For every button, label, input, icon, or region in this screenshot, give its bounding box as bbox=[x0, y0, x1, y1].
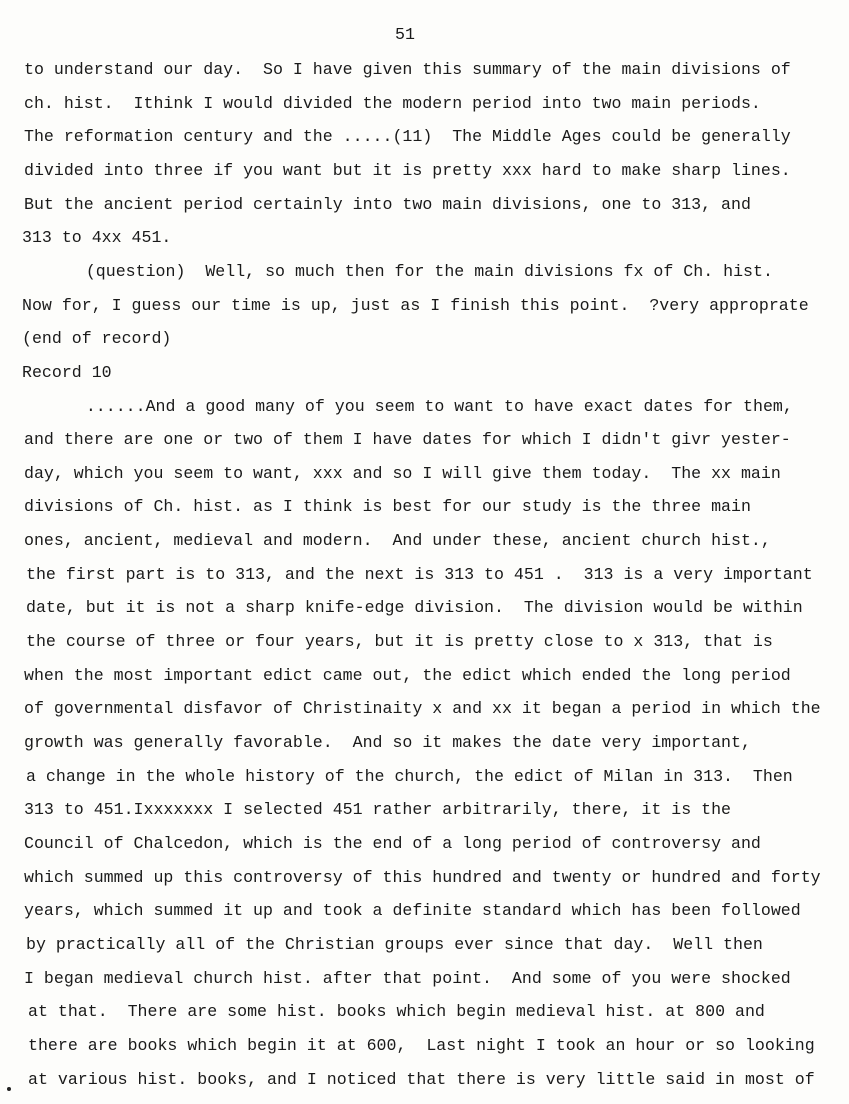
text-line: when the most important edict came out, the edict which ended the long period bbox=[24, 666, 791, 685]
text-line: years, which summed it up and took a definite standard which has been followed bbox=[24, 901, 801, 920]
text-line: (end of record) bbox=[22, 329, 172, 348]
text-line: ones, ancient, medieval and modern. And under these, ancient church hist., bbox=[24, 531, 771, 550]
text-line: 313 to 4xx 451. bbox=[22, 228, 172, 247]
text-line: I began medieval church hist. after that point. And some of you were shocked bbox=[24, 969, 791, 988]
text-line: of governmental disfavor of Christinaity x and xx it began a period in which the bbox=[24, 699, 821, 718]
text-line: and there are one or two of them I have dates for which I didn't givr yester- bbox=[24, 430, 791, 449]
text-line: the first part is to 313, and the next is 313 to 451 . 313 is a very important bbox=[26, 565, 813, 584]
text-line: Council of Chalcedon, which is the end of a long period of controversy and bbox=[24, 834, 761, 853]
text-line: at that. There are some hist. books which begin medieval hist. at 800 and bbox=[28, 1002, 765, 1021]
text-line: day, which you seem to want, xxx and so I will give them today. The xx main bbox=[24, 464, 781, 483]
text-line: at various hist. books, and I noticed that there is very little said in most of bbox=[28, 1070, 815, 1089]
text-line: to understand our day. So I have given this summary of the main divisions of bbox=[24, 60, 791, 79]
text-line: by practically all of the Christian groups ever since that day. Well then bbox=[26, 935, 763, 954]
text-line: which summed up this controversy of this hundred and twenty or hundred and forty bbox=[24, 868, 821, 887]
margin-mark bbox=[7, 1087, 11, 1091]
text-line: ......And a good many of you seem to want to have exact dates for them, bbox=[46, 397, 793, 416]
page-number: 51 bbox=[395, 25, 415, 44]
text-line: But the ancient period certainly into two main divisions, one to 313, and bbox=[24, 195, 751, 214]
text-line: Record 10 bbox=[22, 363, 112, 382]
text-line: (question) Well, so much then for the main divisions fx of Ch. hist. bbox=[46, 262, 773, 281]
text-line: date, but it is not a sharp knife-edge division. The division would be within bbox=[26, 598, 803, 617]
text-line: the course of three or four years, but it is pretty close to x 313, that is bbox=[26, 632, 773, 651]
text-line: a change in the whole history of the church, the edict of Milan in 313. Then bbox=[26, 767, 793, 786]
text-line: 313 to 451.Ixxxxxxx I selected 451 rather arbitrarily, there, it is the bbox=[24, 800, 732, 819]
text-line: divided into three if you want but it is pretty xxx hard to make sharp lines. bbox=[24, 161, 791, 180]
text-line: ch. hist. Ithink I would divided the modern period into two main periods. bbox=[24, 94, 761, 113]
text-line: there are books which begin it at 600, Last night I took an hour or so looking bbox=[28, 1036, 815, 1055]
text-line: Now for, I guess our time is up, just as I finish this point. ?very approprate bbox=[22, 296, 809, 315]
text-line: divisions of Ch. hist. as I think is best for our study is the three main bbox=[24, 497, 751, 516]
text-line: growth was generally favorable. And so it makes the date very important, bbox=[24, 733, 751, 752]
text-line: The reformation century and the .....(11) The Middle Ages could be generally bbox=[24, 127, 791, 146]
